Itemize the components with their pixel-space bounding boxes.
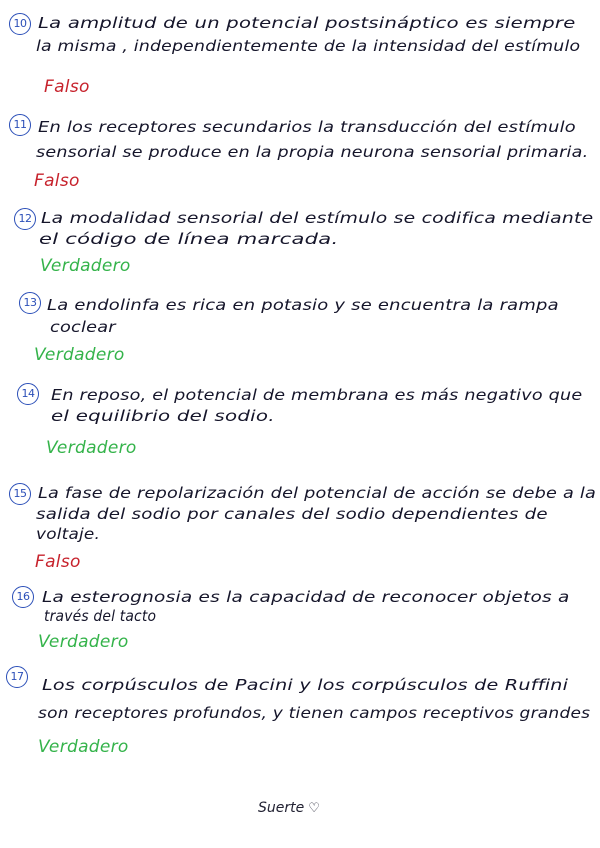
question-text-line: el equilibrio del sodio. xyxy=(51,407,275,425)
answer-falso: Falso xyxy=(44,77,90,97)
question-text-line: salida del sodio por canales del sodio dependientes de xyxy=(36,505,548,523)
question-text-line: la misma , independientemente de la intensidad del estímulo xyxy=(36,37,581,55)
answer-verdadero: Verdadero xyxy=(38,632,129,652)
question-text-line: En reposo, el potencial de membrana es más negativo que xyxy=(51,386,583,404)
question-text-line: En los receptores secundarios la transducción del estímulo xyxy=(38,118,576,136)
question-number-badge: 11 xyxy=(9,114,31,136)
answer-falso: Falso xyxy=(35,552,81,572)
answer-falso: Falso xyxy=(34,171,80,191)
question-text-line: La amplitud de un potencial postsináptico es siempre xyxy=(38,14,576,32)
question-number-badge: 13 xyxy=(19,292,41,314)
answer-verdadero: Verdadero xyxy=(34,345,125,365)
question-text-line: el código de línea marcada. xyxy=(39,230,339,248)
heart-icon: ♡ xyxy=(308,801,320,816)
question-text-line: La endolinfa es rica en potasio y se encuentra la rampa xyxy=(47,296,559,314)
question-number-badge: 15 xyxy=(9,483,31,505)
answer-verdadero: Verdadero xyxy=(46,438,137,458)
signature xyxy=(258,800,320,816)
question-text-line: son receptores profundos, y tienen campos receptivos grandes xyxy=(38,704,591,722)
question-number-badge: 10 xyxy=(9,13,31,35)
question-text-line: La fase de repolarización del potencial de acción se debe a la xyxy=(38,484,597,502)
question-number-badge: 14 xyxy=(17,383,39,405)
answer-verdadero: Verdadero xyxy=(38,737,129,757)
question-text-line: Los corpúsculos de Pacini y los corpúsculos de Ruffini xyxy=(42,676,569,694)
question-text-line: La esterognosia es la capacidad de reconocer objetos a xyxy=(42,588,570,606)
question-text-line: voltaje. xyxy=(36,525,101,543)
question-text-line: La modalidad sensorial del estímulo se codifica mediante xyxy=(41,209,594,227)
question-number-badge: 12 xyxy=(14,208,36,230)
answer-verdadero: Verdadero xyxy=(40,256,131,276)
question-number-badge: 16 xyxy=(12,586,34,608)
question-number-badge: 17 xyxy=(6,666,28,688)
question-text-line: través del tacto xyxy=(44,607,157,625)
question-text-line: coclear xyxy=(50,318,116,336)
question-text-line: sensorial se produce en la propia neurona sensorial primaria. xyxy=(36,143,589,161)
signature-text: Suerte xyxy=(258,800,305,816)
